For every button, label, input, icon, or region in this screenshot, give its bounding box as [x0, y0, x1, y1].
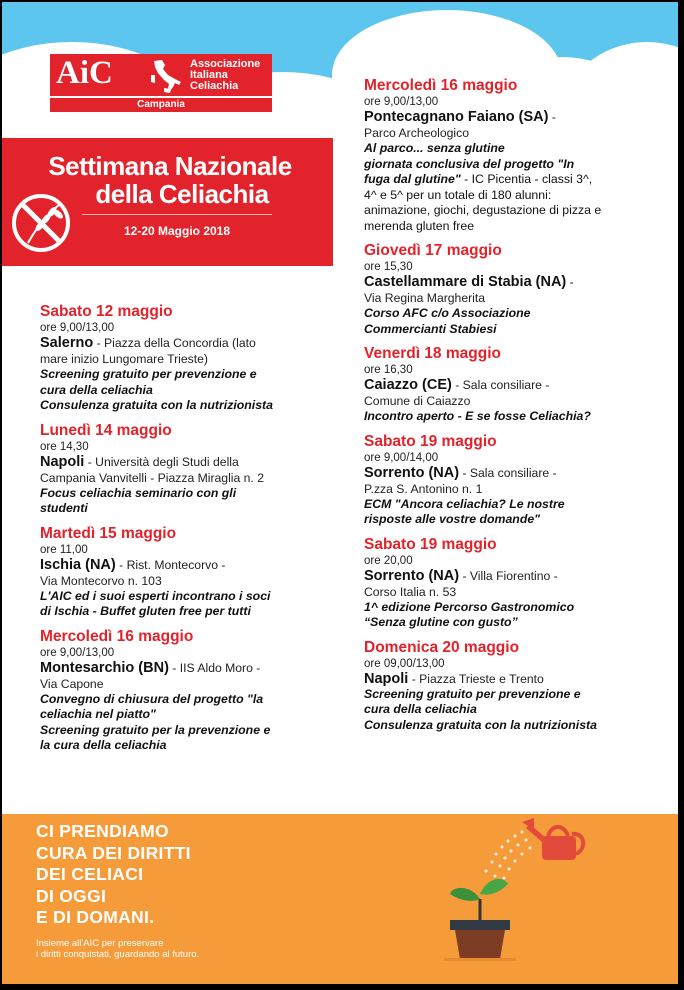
event-venue-line: mare inizio Lungomare Trieste): [40, 352, 208, 366]
event-venue-line: Via Regina Margherita: [364, 291, 486, 305]
event-venue: - Piazza Trieste e Trento: [408, 671, 544, 686]
event-location: [40, 335, 340, 351]
logo-line-2: Italiana: [190, 69, 228, 81]
right-event-column: [364, 76, 664, 740]
logo-line-1: Associazione: [190, 58, 261, 70]
event-day: Martedì 15 maggio: [40, 524, 177, 542]
event-time: ore 20,00: [364, 554, 413, 567]
event-time: ore 16,30: [364, 364, 413, 376]
footer-banner: [2, 814, 678, 984]
left-event-column: [40, 302, 340, 761]
event-description-plain: merenda gluten free: [364, 218, 475, 233]
event-description: ECM "Ancora celiachia? Le nostre: [364, 496, 565, 511]
event-description-plain: animazione, giochi, degustazione di pizza e: [364, 203, 602, 217]
event-description: Convegno di chiusura del progetto "la: [40, 691, 264, 706]
event-location: [364, 377, 664, 393]
event-venue: - IIS Aldo Moro -: [168, 660, 261, 675]
event-venue: - Sala consiliare -: [459, 465, 557, 480]
event-city: Sorrento (NA): [364, 464, 460, 481]
event-description: studenti: [40, 501, 88, 515]
event-time: ore 9,00/13,00: [40, 322, 115, 334]
event-description: Focus celiachia seminario con gli: [40, 485, 237, 500]
event-city: Sorrento (NA): [364, 567, 460, 584]
logo-aic-text: AiC: [56, 55, 113, 91]
event-block: [364, 535, 664, 631]
event-venue-line: Via Capone: [40, 676, 104, 691]
plant-watering-can-icon: [422, 814, 622, 984]
italy-map-icon: [146, 58, 188, 94]
footer-subtitle-line: Insieme all'AIC per preservare: [36, 938, 164, 949]
event-description: risposte alle vostre domande": [364, 512, 540, 526]
event-city: Napoli: [40, 453, 85, 470]
event-location: [364, 274, 664, 290]
logo-line-3: Celiachia: [190, 80, 239, 92]
footer-headline-line: CURA DEI DIRITTI: [36, 842, 191, 863]
footer-headline-line: DI OGGI: [36, 885, 107, 906]
event-block: [40, 524, 340, 620]
event-day: Giovedì 17 maggio: [364, 242, 502, 259]
event-location: [364, 671, 664, 687]
event-city: Castellammare di Stabia (NA): [364, 274, 567, 290]
event-venue: - Sala consiliare -: [451, 378, 550, 392]
event-location: [40, 557, 340, 573]
event-venue-line: Comune di Caiazzo: [364, 394, 471, 408]
event-location: [364, 465, 664, 481]
event-city: Salerno: [40, 335, 94, 351]
event-location: [40, 660, 340, 676]
event-city: Caiazzo (CE): [364, 377, 452, 393]
event-description: Corso AFC c/o Associazione: [364, 306, 531, 320]
event-venue-line: Campania Vanvitelli - Piazza Miraglia n. 2: [40, 470, 264, 485]
event-time: ore 9,00/13,00: [40, 646, 115, 659]
event-description: giornata conclusiva del progetto "In: [364, 156, 575, 171]
event-block: [364, 76, 664, 234]
event-description: la cura della celiachia: [40, 738, 167, 752]
event-venue: - Università degli Studi della: [84, 454, 239, 469]
event-block: [40, 421, 340, 517]
event-description: Consulenza gratuita con la nutrizionista: [40, 398, 273, 412]
event-day: Mercoledì 16 maggio: [364, 77, 518, 94]
event-venue-line: Parco Archeologico: [364, 126, 470, 140]
event-venue: - Villa Fiorentino -: [459, 568, 558, 583]
event-description: 1^ edizione Percorso Gastronomico: [364, 599, 575, 614]
event-block: [40, 627, 340, 754]
event-description: Consulenza gratuita con la nutrizionista: [364, 717, 597, 732]
event-time: ore 14,30: [40, 440, 89, 453]
aic-logo: [50, 54, 272, 112]
event-description: Incontro aperto - E se fosse Celiachia?: [364, 409, 591, 423]
event-description: celiachia nel piatto": [40, 707, 156, 721]
event-city: Montesarchio (BN): [40, 659, 169, 676]
event-day: Venerdì 18 maggio: [364, 345, 501, 362]
event-description: Screening gratuito per prevenzione e: [40, 367, 257, 381]
event-location: [40, 454, 340, 470]
event-description: cura della celiachia: [364, 702, 477, 716]
event-time: ore 11,00: [40, 543, 88, 556]
event-description: Screening gratuito per la prevenzione e: [40, 722, 271, 737]
banner-title-line-2: della Celiachia: [95, 179, 269, 209]
event-day: Lunedì 14 maggio: [40, 421, 172, 439]
footer-headline-line: DEI CELIACI: [36, 864, 144, 884]
event-day: Sabato 19 maggio: [364, 535, 497, 553]
banner-dates: 12-20 Maggio 2018: [123, 224, 231, 238]
event-description: “Senza glutine con gusto”: [364, 615, 518, 629]
footer-subtitle-line: i diritti conquistati, guardando al futuro.: [36, 949, 200, 960]
event-description: [364, 172, 664, 188]
event-block: [364, 344, 664, 425]
event-description: L'AIC ed i suoi esperti incontrano i soci: [40, 588, 271, 603]
event-block: [364, 432, 664, 528]
event-city: Ischia (NA): [40, 556, 116, 573]
event-day: Sabato 19 maggio: [364, 432, 497, 450]
event-description: di Ischia - Buffet gluten free per tutti: [40, 604, 251, 618]
event-block: [364, 241, 664, 337]
event-time: ore 9,00/14,00: [364, 451, 439, 464]
event-venue: - Rist. Montecorvo -: [115, 557, 226, 572]
footer-headline: [36, 821, 191, 929]
event-venue-line: P.zza S. Antonino n. 1: [364, 481, 483, 496]
event-time: ore 15,30: [364, 261, 413, 273]
logo-region: Campania: [137, 99, 185, 110]
footer-headline-line: CI PRENDIAMO: [36, 821, 169, 841]
event-description: Al parco... senza glutine: [364, 141, 505, 155]
event-day: Sabato 12 maggio: [40, 303, 173, 320]
event-day: Mercoledì 16 maggio: [40, 627, 194, 645]
event-description-plain: 4^ e 5^ per un totale di 180 alunni:: [364, 187, 552, 202]
event-city: Pontecagnano Faiano (SA): [364, 109, 549, 125]
event-description-plain: - IC Picentia - classi 3^,: [460, 172, 593, 186]
event-description: cura della celiachia: [40, 382, 153, 397]
event-location: [364, 568, 664, 584]
event-block: [364, 638, 664, 734]
event-description-italic: fuga dal glutine": [364, 172, 461, 186]
poster: [2, 2, 678, 984]
event-venue: -: [566, 275, 574, 289]
event-city: Napoli: [364, 670, 409, 687]
banner-title-line-1: Settimana Nazionale: [48, 151, 292, 181]
event-day: Domenica 20 maggio: [364, 638, 520, 656]
event-location: [364, 109, 664, 125]
event-venue: -: [548, 110, 556, 124]
event-description: Screening gratuito per prevenzione e: [364, 686, 581, 701]
event-time: ore 09,00/13,00: [364, 657, 445, 670]
event-venue-line: Corso Italia n. 53: [364, 584, 457, 599]
footer-headline-line: E DI DOMANI.: [36, 907, 155, 927]
event-venue: - Piazza della Concordia (lato: [93, 336, 256, 350]
event-description: Commercianti Stabiesi: [364, 321, 497, 336]
footer-subtitle: [36, 938, 199, 960]
title-banner: [2, 138, 333, 266]
event-venue-line: Via Montecorvo n. 103: [40, 573, 162, 588]
event-time: ore 9,00/13,00: [364, 96, 439, 108]
event-block: [40, 302, 340, 414]
